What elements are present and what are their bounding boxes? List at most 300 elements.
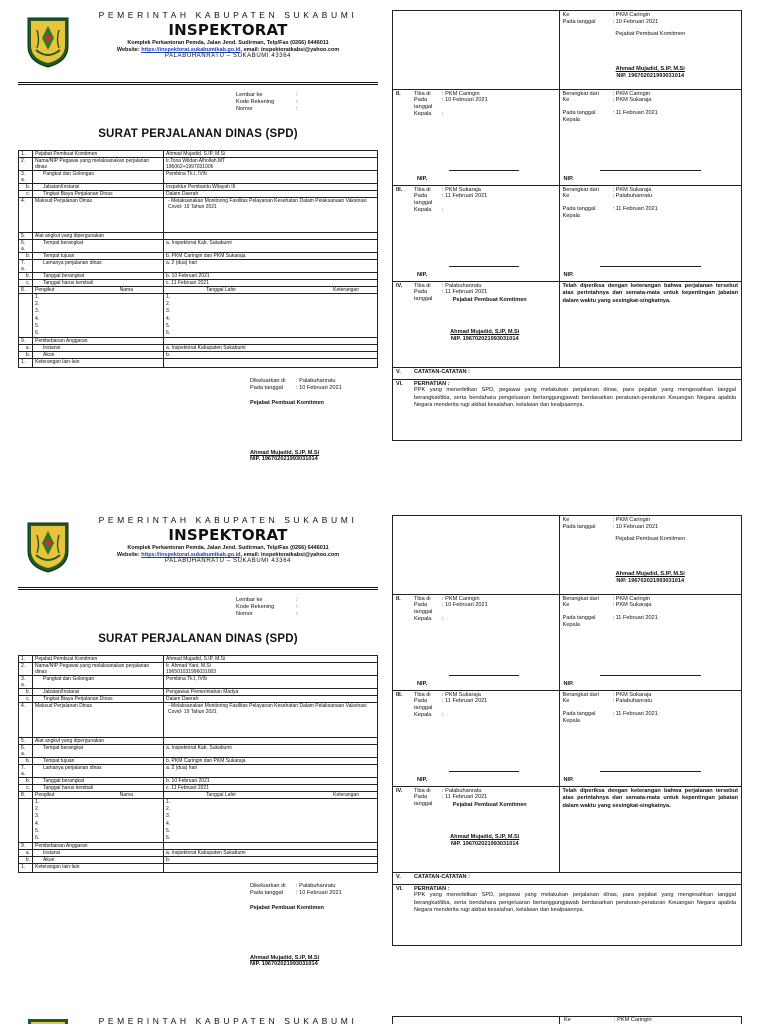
right-iii-tgl2: : 11 Februari 2021 — [612, 205, 658, 212]
right-kepala: Kepala — [414, 206, 432, 213]
labels-r3b: Jabatan/Instansi — [33, 689, 164, 696]
labels-sc: c. — [19, 696, 33, 703]
labels-f6: 6. — [35, 330, 40, 337]
table-cell — [19, 745, 33, 758]
table-cell — [393, 367, 741, 379]
spd-back-fragment — [392, 1016, 742, 1024]
right-kepala: Kepala — [562, 212, 580, 219]
values-r6b: b. PKM Caringin dan PKM Sukaraja — [164, 253, 378, 260]
table-cell — [393, 884, 741, 916]
labels-f4: 4. — [35, 315, 40, 322]
labels-r9: Pembebanan Anggaran — [33, 843, 164, 850]
labels-f2: 2. — [35, 806, 40, 813]
document-meta — [236, 92, 376, 113]
labels-f2: 2. — [35, 301, 40, 308]
right-kepala: Kepala — [414, 615, 432, 622]
labels-r2: Nama/NIP Pegawai yang melaksanakan perjalanan dinas — [33, 663, 164, 676]
labels-r6b: Tempat tujuan — [33, 253, 164, 260]
right-catatan: CATATAN-CATATAN : — [414, 368, 471, 375]
labels-f5: 5. — [166, 827, 171, 834]
right-iii-tgl: : 11 Februari 2021 — [442, 193, 488, 200]
right-nip-blank: NIP. — [417, 680, 428, 687]
footer-ke-val: : PKM Caringin — [614, 1017, 652, 1023]
right-tanggal: tanggal — [414, 103, 433, 110]
document-meta — [236, 597, 376, 618]
office-address: Komplek Perkantoran Pemda, Jalan Jend. Sudirman, Telp/Fax (0266) 6446011 — [127, 545, 329, 552]
labels-r9: Pembebanan Anggaran — [33, 338, 164, 345]
values-r9b: b. — [164, 352, 378, 359]
table-cell — [559, 281, 741, 367]
labels-sb: b. — [19, 689, 33, 696]
right-nip: NIP. 196702021993031014 — [616, 577, 685, 584]
table-cell — [559, 594, 741, 690]
meta-nomor: Nomor — [236, 106, 253, 112]
spd-back — [392, 10, 742, 441]
labels-r4: Maksud Perjalanan Dinas — [33, 198, 164, 233]
labels-f6: 6. — [166, 330, 171, 337]
labels-tgl-lahir: Tanggal Lahir — [206, 287, 237, 293]
kop-website-label: Website: — [116, 551, 140, 558]
table-cell — [393, 872, 741, 884]
right-brk-dari: Berangkat dari — [562, 691, 599, 698]
right-sec6: VI. — [396, 380, 403, 387]
labels-sc: c. — [19, 191, 33, 198]
table-cell — [164, 864, 378, 873]
labels-f3: 3. — [166, 813, 171, 820]
right-pada-val: : 10 Februari 2021 — [612, 18, 659, 25]
right-ppk: Pejabat Pembuat Komitmen — [615, 31, 686, 38]
labels-n10: 1. — [19, 359, 33, 368]
right-tanggal: tanggal — [414, 295, 433, 302]
labels-r9a: Instansi — [33, 345, 164, 352]
right-kepala: Kepala — [414, 711, 432, 718]
values-r7b: b. 10 Februari 2021 — [164, 778, 378, 785]
right-perhatian: PERHATIAN : — [414, 380, 450, 387]
labels-sa: a. — [19, 345, 33, 352]
right-iii-tgl: : 11 Februari 2021 — [442, 698, 488, 705]
right-kepala: Kepala — [562, 717, 580, 724]
right-nip-blank: NIP. — [563, 271, 574, 278]
right-ppk: Pejabat Pembuat Komitmen — [452, 296, 527, 303]
labels-r3c: Tingkat Biaya Perjalanan Dinas — [33, 696, 164, 703]
issuer-signature-block — [250, 883, 380, 968]
right-brk-dari: Berangkat dari — [562, 186, 599, 193]
right-name: Ahmad Mujadid, S.IP, M.Si — [615, 571, 685, 578]
right-sec2: II. — [396, 595, 401, 602]
labels-r7a: Lamanya perjalanan dinas — [33, 765, 164, 778]
right-pada-short: Pada — [414, 698, 428, 705]
signature-nip: NIP. 196702021993031014 — [250, 456, 318, 463]
signature-nip: NIP. 196702021993031014 — [250, 961, 318, 968]
right-kepala: Kepala — [562, 621, 580, 628]
labels-sb: b. — [19, 778, 33, 785]
right-iii-ke: : Palabuhanratu — [612, 193, 652, 200]
labels-n5: 5. — [19, 233, 33, 240]
right-pada: Pada tanggal — [562, 523, 596, 530]
pegawai-0-nama: Ir.Tona Wildan Alhollah,MT — [166, 158, 226, 164]
right-sec2: II. — [396, 90, 401, 97]
right-pada: Pada tanggal — [562, 109, 596, 116]
meta-kode: Kode Rekening — [236, 604, 275, 610]
labels-f3: 3. — [35, 813, 40, 820]
table-cell — [393, 185, 559, 281]
labels-f1: 1. — [166, 294, 171, 300]
table-cell — [164, 338, 378, 345]
right-ke-val: : PKM Caringin — [612, 12, 651, 18]
table-cell — [559, 786, 741, 872]
table-cell — [19, 260, 33, 273]
meta-lembar: Lembar ke — [236, 597, 263, 603]
labels-r5: Alat angkut yang dipergunakan — [33, 738, 164, 745]
values-r9a: a. Inspektorat Kabupaten Sukabumi — [164, 850, 378, 857]
right-iv-tgl: : 11 Februari 2021 — [442, 794, 488, 801]
table-cell — [393, 281, 559, 367]
table-cell — [559, 690, 741, 786]
labels-tgl-lahir: Tanggal Lahir — [206, 792, 237, 798]
table-cell — [164, 294, 378, 338]
website-link[interactable]: https://inspektorat.sukabumikab.go.id — [141, 46, 241, 53]
document-title: SURAT PERJALANAN DINAS (SPD) — [98, 128, 298, 140]
labels-r2: Nama/NIP Pegawai yang melaksanakan perjalanan dinas — [33, 158, 164, 171]
right-sec6: VI. — [396, 885, 403, 892]
labels-f3: 3. — [35, 308, 40, 315]
right-tanggal: tanggal — [414, 800, 433, 807]
right-iii-ke: : Palabuhanratu — [612, 698, 652, 705]
right-ii-dari: : PKM Caringin — [612, 90, 651, 97]
labels-r3b: Jabatan/Instansi — [33, 184, 164, 191]
kabupaten-emblem-icon — [26, 1017, 70, 1024]
meta-kode: Kode Rekening — [236, 99, 275, 105]
signature-pada: Pada tanggal — [250, 890, 283, 896]
table-cell — [164, 663, 378, 676]
labels-sb: b. — [19, 758, 33, 765]
spd-back-table — [393, 516, 741, 916]
right-tiba: Tiba di — [414, 691, 431, 698]
right-pada-short: Pada — [414, 97, 428, 104]
office-website — [78, 47, 378, 54]
kop-email: , email: inspektoratkabsi@yahoo.com — [240, 551, 340, 558]
values-r4: - Melaksanakan Monitoring Fasilitas Pelayanan Kesehatan Dalam Pelaksanaan Vaksinasi Covid- 19 Tahun 2021 — [164, 198, 378, 233]
office-name: INSPEKTORAT — [168, 526, 288, 545]
right-nip-blank: NIP. — [417, 175, 428, 182]
right-ke: Ke — [562, 12, 570, 18]
signature-pada-val: : 10 Februari 2021 — [296, 385, 342, 391]
table-cell — [393, 594, 559, 690]
values-ppk: Ahmad Mujadid, S.IP, M.Si — [164, 151, 378, 158]
office-website — [78, 552, 378, 559]
labels-sc: c. — [19, 785, 33, 792]
labels-f1: 1. — [166, 799, 171, 805]
right-nip-blank: NIP. — [417, 271, 428, 278]
pegawai-1-nama: Ir. Ahmad Yani, M.Si — [166, 663, 211, 669]
signature-dikeluarkan: Dikeluarkan di — [250, 378, 286, 384]
spd-back — [392, 515, 742, 946]
table-cell — [164, 738, 378, 745]
right-colon: : — [442, 711, 444, 718]
labels-sa: a. — [21, 177, 26, 183]
labels-n4: 4. — [19, 198, 33, 233]
labels-f3: 3. — [166, 308, 171, 315]
spd-table — [18, 150, 378, 368]
table-cell — [393, 786, 559, 872]
government-name: PEMERINTAH KABUPATEN SUKABUMI — [98, 1016, 358, 1024]
office-city: PALABUHANRATU – SUKABUMI 43364 — [164, 558, 292, 565]
labels-r7c: Tanggal harus kembali — [33, 785, 164, 792]
right-pada: Pada tanggal — [562, 614, 596, 621]
right-ii-tiba: : PKM Caringin — [442, 90, 480, 97]
office-name: INSPEKTORAT — [168, 21, 288, 40]
right-ii-dari: : PKM Caringin — [612, 595, 651, 602]
signature-name: Ahmad Mujadid, S.IP, M.Si — [250, 449, 320, 456]
values-r9b: b. — [164, 857, 378, 864]
labels-sc: c. — [19, 280, 33, 287]
right-name: Ahmad Mujadid, S.IP, M.Si — [615, 66, 685, 73]
values-r6b: b. PKM Caringin dan PKM Sukaraja — [164, 758, 378, 765]
labels-keterangan: Keterangan — [333, 792, 359, 798]
labels-f6: 6. — [35, 835, 40, 842]
right-ii-ke: : PKM Sukaraja — [612, 602, 652, 609]
right-colon: : — [442, 110, 444, 117]
right-sec5: V. — [396, 873, 401, 880]
document-title: SURAT PERJALANAN DINAS (SPD) — [98, 633, 298, 645]
labels-r3a: Pangkat dan Golongan — [33, 676, 164, 689]
right-perhatian-text: PPK yang menerbitkan SPD, pegawai yang melakukan perjalanan dinas, para pejabat yang mengesahkan tanggal berangkat/tiba, serta bendahara pengeluaran bertanggungjawab berdasarkan peraturan-peraturan Keuangan Negara apabila Negara menderita rugi akibat kesalahan, kelalaian dan kealpaannya. — [414, 387, 736, 409]
values-r7a: a. 2 (dua) hari — [164, 765, 378, 778]
labels-r4: Maksud Perjalanan Dinas — [33, 703, 164, 738]
labels-n3: 3. — [21, 171, 26, 177]
table-cell — [393, 379, 741, 411]
right-ke: Ke — [562, 517, 570, 523]
table-cell — [559, 11, 741, 89]
footer-ke: Ke — [564, 1017, 571, 1023]
right-nip-blank: NIP. — [417, 776, 428, 783]
labels-r9a: Instansi — [33, 850, 164, 857]
meta-colon: : — [296, 106, 298, 112]
right-iii-tiba: : PKM Sukaraja — [442, 186, 481, 193]
spd-front — [18, 10, 378, 470]
right-name: Ahmad Mujadid, S.IP, M.Si — [450, 834, 520, 841]
labels-sb: b. — [19, 184, 33, 191]
right-iv-text: Telah diperiksa dengan keterangan bahwa perjalanan tersebut atas perintahnya dan semata-mata untuk kepentingan jabatan dalam waktu yang sesingkat-singkatnya. — [562, 787, 738, 809]
labels-n8: 8. — [19, 287, 33, 294]
labels-sb: b. — [19, 273, 33, 280]
kabupaten-emblem-icon — [26, 16, 70, 68]
table-cell — [19, 171, 33, 184]
right-name: Ahmad Mujadid, S.IP, M.Si — [450, 329, 520, 336]
values-r3c: Dalam Daerah — [164, 696, 378, 703]
right-pada-val: : 10 Februari 2021 — [612, 523, 659, 530]
table-cell — [19, 799, 33, 843]
table-cell — [33, 287, 164, 294]
table-cell — [19, 765, 33, 778]
right-ppk: Pejabat Pembuat Komitmen — [452, 801, 527, 808]
signature-jabatan: Pejabat Pembuat Komitmen — [250, 400, 324, 406]
right-ke: Ke — [562, 698, 570, 705]
office-address: Komplek Perkantoran Pemda, Jalan Jend. Sudirman, Telp/Fax (0266) 6446011 — [127, 40, 329, 47]
table-cell — [19, 294, 33, 338]
right-tiba: Tiba di — [414, 787, 431, 794]
right-perhatian-text: PPK yang menerbitkan SPD, pegawai yang melakukan perjalanan dinas, para pejabat yang mengesahkan tanggal berangkat/tiba, serta bendahara pengeluaran bertanggungjawab berdasarkan peraturan-peraturan Keuangan Negara apabila Negara menderita rugi akibat kesalahan, kelalaian dan kealpaannya. — [414, 892, 736, 914]
labels-r6a: Tempat berangkat — [33, 240, 164, 253]
right-ii-tgl2: : 11 Februari 2021 — [612, 614, 658, 621]
labels-n10: 1. — [19, 864, 33, 873]
labels-sa: a. — [21, 751, 26, 757]
table-cell — [393, 690, 559, 786]
labels-r10: Keterangan lain-lain — [33, 359, 164, 368]
right-nip-blank: NIP. — [563, 175, 574, 182]
labels-keterangan: Keterangan — [333, 287, 359, 293]
spd-front — [18, 515, 378, 975]
right-perhatian: PERHATIAN : — [414, 885, 450, 892]
right-catatan: CATATAN-CATATAN : — [414, 873, 471, 880]
right-pada-short: Pada — [414, 289, 428, 296]
table-cell — [164, 233, 378, 240]
right-ppk: Pejabat Pembuat Komitmen — [615, 536, 686, 543]
labels-r3c: Tingkat Biaya Perjalanan Dinas — [33, 191, 164, 198]
labels-f1: 1. — [35, 294, 40, 300]
right-pada: Pada tanggal — [562, 205, 596, 212]
table-cell — [164, 799, 378, 843]
right-ii-tgl2: : 11 Februari 2021 — [612, 109, 658, 116]
labels-n2: 2. — [19, 663, 33, 676]
right-sec3: III. — [396, 691, 403, 698]
kop-email: , email: inspektoratkabsi@yahoo.com — [240, 46, 340, 53]
meta-colon: : — [296, 99, 298, 105]
pegawai-1-jabatan: Pengawas Pemerintahan Madya — [164, 689, 378, 696]
labels-f4: 4. — [35, 820, 40, 827]
labels-r9b: Akun — [33, 857, 164, 864]
right-pada: Pada tanggal — [562, 18, 596, 25]
table-cell — [19, 676, 33, 689]
right-iii-tgl2: : 11 Februari 2021 — [612, 710, 658, 717]
labels-sa: a. — [21, 771, 26, 777]
table-cell — [19, 240, 33, 253]
table-cell — [164, 843, 378, 850]
labels-r9b: Akun — [33, 352, 164, 359]
signature-name: Ahmad Mujadid, S.IP, M.Si — [250, 954, 320, 961]
labels-n4: 4. — [19, 703, 33, 738]
signature-dikeluarkan: Dikeluarkan di — [250, 883, 286, 889]
table-cell — [164, 158, 378, 171]
issuer-signature-block — [250, 378, 380, 463]
website-link[interactable]: https://inspektorat.sukabumikab.go.id — [141, 551, 241, 558]
spd-table — [18, 655, 378, 873]
pegawai-0-nip: 196062+1997031006 — [166, 164, 214, 170]
labels-r5: Alat angkut yang dipergunakan — [33, 233, 164, 240]
labels-sb: b. — [19, 352, 33, 359]
labels-f4: 4. — [166, 820, 171, 827]
kabupaten-emblem-icon — [26, 521, 70, 573]
spd-back-table — [393, 11, 741, 411]
right-sec4: IV. — [396, 282, 403, 289]
right-iii-tiba: : PKM Sukaraja — [442, 691, 481, 698]
government-name: PEMERINTAH KABUPATEN SUKABUMI — [98, 10, 358, 20]
labels-n1: 1. — [19, 151, 33, 158]
labels-sa: a. — [21, 246, 26, 252]
labels-r1: Pejabat Pembuat Komitmen — [33, 656, 164, 663]
right-iii-dari: : PKM Sukaraja — [612, 186, 652, 193]
labels-n5: 5. — [19, 738, 33, 745]
meta-colon: : — [296, 597, 298, 603]
right-sec4: IV. — [396, 787, 403, 794]
labels-sa: a. — [19, 850, 33, 857]
right-iv-tiba: : Palabuhanratu — [442, 787, 482, 794]
labels-f5: 5. — [35, 322, 40, 329]
labels-r6a: Tempat berangkat — [33, 745, 164, 758]
labels-n2: 2. — [19, 158, 33, 171]
table-cell — [393, 11, 559, 89]
right-pada-short: Pada — [414, 602, 428, 609]
right-kepala: Kepala — [562, 116, 580, 123]
labels-f6: 6. — [166, 835, 171, 842]
right-ii-tgl: : 10 Februari 2021 — [442, 602, 488, 609]
table-cell — [33, 294, 164, 338]
right-tiba: Tiba di — [414, 186, 431, 193]
signature-pada: Pada tanggal — [250, 385, 283, 391]
labels-r8: Pengikut — [35, 287, 55, 293]
right-iv-tiba: : Palabuhanratu — [442, 282, 482, 289]
right-pada-short: Pada — [414, 794, 428, 801]
labels-sb: b. — [19, 857, 33, 864]
meta-colon: : — [296, 92, 298, 98]
table-cell — [164, 287, 378, 294]
labels-n1: 1. — [19, 656, 33, 663]
right-colon: : — [442, 206, 444, 213]
labels-f4: 4. — [166, 315, 171, 322]
right-tiba: Tiba di — [414, 595, 431, 602]
government-name: PEMERINTAH KABUPATEN SUKABUMI — [98, 515, 358, 525]
right-ii-tiba: : PKM Caringin — [442, 595, 480, 602]
right-iv-text: Telah diperiksa dengan keterangan bahwa perjalanan tersebut atas perintahnya dan semata-mata untuk kepentingan jabatan dalam waktu yang sesingkat-singkatnya. — [562, 282, 738, 304]
table-cell — [33, 799, 164, 843]
right-kepala: Kepala — [414, 110, 432, 117]
labels-n7: 7. — [21, 765, 26, 771]
right-nip-blank: NIP. — [563, 680, 574, 687]
right-tiba: Tiba di — [414, 90, 431, 97]
labels-r7a: Lamanya perjalanan dinas — [33, 260, 164, 273]
right-tanggal: tanggal — [414, 704, 433, 711]
right-colon: : — [442, 615, 444, 622]
right-nip: NIP. 196702021993031014 — [616, 72, 685, 79]
labels-r3a: Pangkat dan Golongan — [33, 171, 164, 184]
values-r7c: c. 11 Februari 2021 — [164, 785, 378, 792]
values-r6a: a. Inspektorat Kab. Sukabumi — [164, 745, 378, 758]
next-page-fragment — [0, 1013, 768, 1024]
labels-nama: Nama — [119, 792, 133, 798]
right-ii-tgl: : 10 Februari 2021 — [442, 97, 488, 104]
labels-n3: 3. — [21, 676, 26, 682]
right-pada-short: Pada — [414, 193, 428, 200]
values-r3c: Dalam Daerah — [164, 191, 378, 198]
meta-colon: : — [296, 611, 298, 617]
right-pada: Pada tanggal — [562, 710, 596, 717]
labels-n6: 6. — [21, 745, 26, 751]
right-ke: Ke — [562, 97, 570, 104]
right-ke: Ke — [562, 193, 570, 200]
table-cell — [164, 359, 378, 368]
labels-n7: 7. — [21, 260, 26, 266]
values-r7c: c. 11 Februari 2021 — [164, 280, 378, 287]
values-r4: - Melaksanakan Monitoring Fasilitas Pelayanan Kesehatan Dalam Pelaksanaan Vaksinasi Covid- 19 Tahun 2021 — [164, 703, 378, 738]
table-cell — [393, 89, 559, 185]
right-iv-tgl: : 11 Februari 2021 — [442, 289, 488, 296]
signature-dikeluarkan-val: : Palabuhanratu — [296, 378, 336, 384]
pegawai-1-nip: 196501031996031003 — [166, 669, 217, 675]
labels-sa: a. — [21, 266, 26, 272]
labels-r1: Pejabat Pembuat Komitmen — [33, 151, 164, 158]
meta-colon: : — [296, 604, 298, 610]
labels-f2: 2. — [166, 806, 171, 813]
